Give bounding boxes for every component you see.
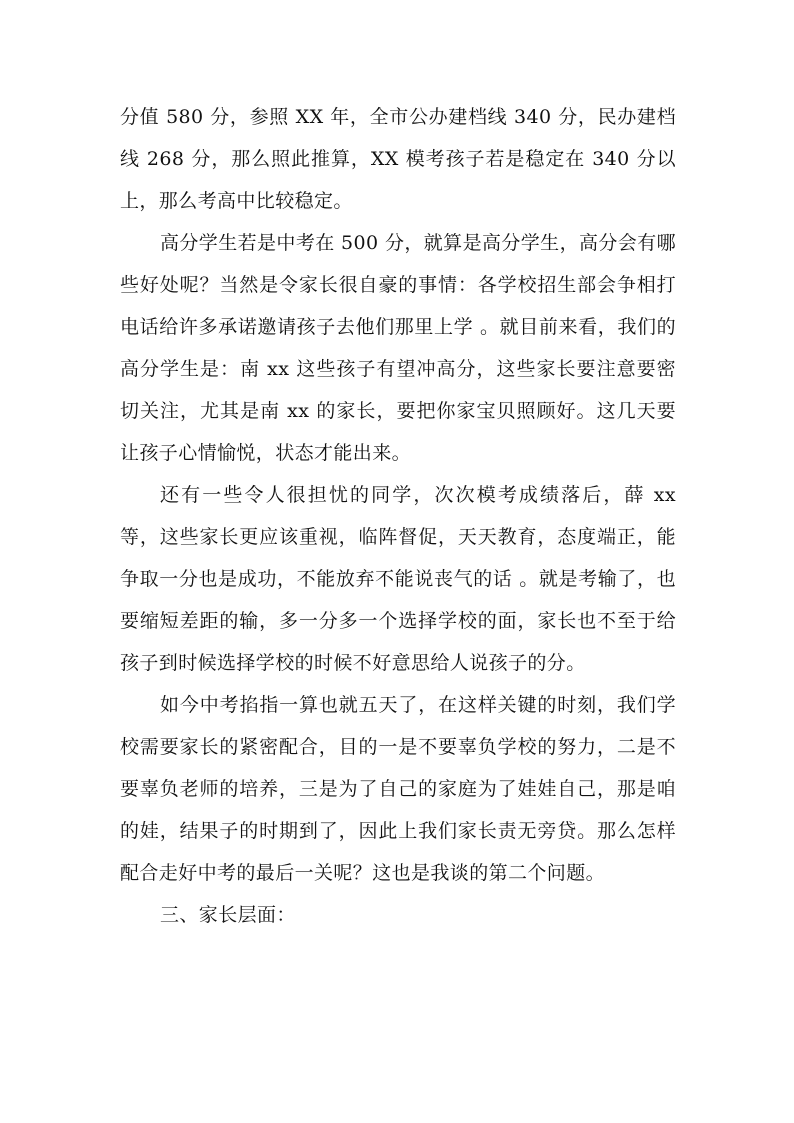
paragraph-parent-cooperation: 如今中考掐指一算也就五天了，在这样关键的时刻，我们学校需要家长的紧密配合，目的一是不要辜负学校的努力，二是不要辜负老师的培养，三是为了自己的家庭为了娃娃自己，那是咱的娃，结果子的时期到了，因此上我们家长责无旁贷。那么怎样配合走好中考的最后一关呢？这也是我谈的第二个问题。 — [120, 694, 676, 884]
section-heading-parents: 三、家长层面： — [160, 904, 296, 926]
paragraph-struggling-students: 还有一些令人很担忧的同学，次次模考成绩落后，薛 xx 等，这些家长更应该重视，临阵督促，天天教育，态度端正，能争取一分也是成功，不能放弃不能说丧气的话 。就是考输了，也要缩短差距的输，多一分多一个选择学校的面，家长也不至于给孩子到时候选择学校的时候不好意思给人说孩子的分。 — [120, 484, 676, 674]
paragraph-high-score-students: 高分学生若是中考在 500 分，就算是高分学生，高分会有哪些好处呢？当然是令家长很自豪的事情：各学校招生部会争相打电话给许多承诺邀请孩子去他们那里上学 。就目前来看，我们的高分学生是：南 xx 这些孩子有望冲高分，这些家长要注意要密切关注，尤其是南 xx 的家长，要把你家宝贝照顾好。这几天要让孩子心情愉悦，状态才能出来。 — [120, 232, 676, 464]
document-body — [120, 96, 676, 936]
paragraph-score-lines: 分值 580 分，参照 XX 年，全市公办建档线 340 分，民办建档线 268 分，那么照此推算，XX 模考孩子若是稳定在 340 分以上，那么考高中比较稳定。 — [120, 106, 676, 212]
